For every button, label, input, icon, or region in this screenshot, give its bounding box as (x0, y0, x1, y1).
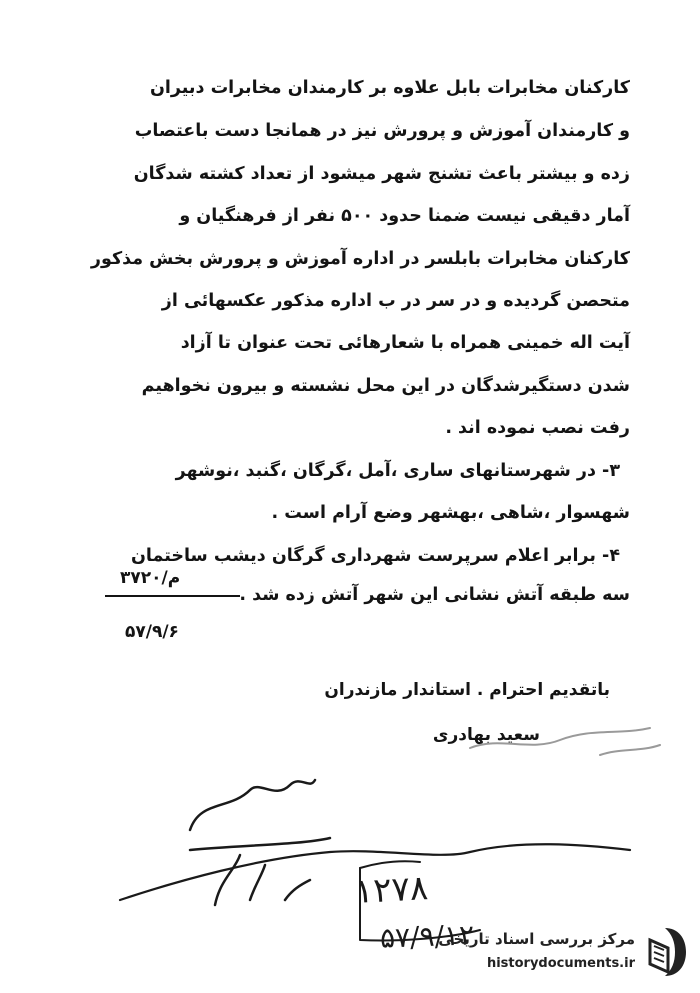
handwritten-number: ۱۲۷۸ (354, 868, 430, 912)
watermark (432, 924, 690, 984)
body-line-10: ۳- در شهرستانهای ساری ،آمل ،گرگان ،گنبد ،نوشهر (175, 461, 620, 481)
reference-number: ۳۷۲۰/م (120, 568, 181, 588)
body-line-6: متحصن گردیده و در سر در ب اداره مذکور عکسهائی از (161, 291, 630, 311)
reference-underline (105, 595, 240, 597)
closing-line: باتقدیم احترام . استاندار مازندران (324, 680, 610, 700)
body-line-7: آیت اله خمینی همراه با شعارهائی تحت عنوان تا آزاد (180, 333, 630, 353)
body-line-4: آمار دقیقی نیست ضمنا حدود ۵۰۰ نفر از فرهنگیان و (179, 206, 630, 226)
body-line-3: زده و بیشتر باعث تشنج شهر میشود از تعداد کشته شدگان (133, 164, 630, 184)
body-line-5: کارکنان مخابرات بابلسر در اداره آموزش و پرورش بخش مذکور (90, 249, 630, 269)
body-line-2: و کارمندان آموزش و پرورش نیز در همانجا دست باعتصاب (134, 121, 630, 141)
signer-name: سعید بهادری (432, 725, 540, 745)
body-line-1: کارکنان مخابرات بابل علاوه بر کارمندان مخابرات دبیران (149, 78, 630, 98)
watermark-url: historydocuments.ir (486, 956, 635, 971)
handwritten-signature (190, 780, 330, 850)
handwritten-date: ۵۷/۹/۱۲ (379, 918, 475, 955)
body-line-11: شهسوار ،شاهی ،بهشهر وضع آرام است . (271, 503, 630, 523)
marginal-initials (215, 855, 310, 905)
body-line-9: رفت نصب نموده اند . (445, 418, 630, 438)
archive-logo-icon (642, 926, 688, 978)
watermark-title: مرکز بررسی اسناد تاریخی (438, 930, 635, 948)
body-line-12: ۴- برابر اعلام سرپرست شهرداری گرگان دیشب ساختمان (130, 546, 620, 566)
body-line-13: سه طبقه آتش نشانی این شهر آتش زده شد . (239, 585, 630, 605)
body-line-8: شدن دستگیرشدگان در این محل نشسته و بیرون نخواهیم (141, 376, 630, 396)
reference-date: ۵۷/۹/۶ (125, 622, 179, 642)
